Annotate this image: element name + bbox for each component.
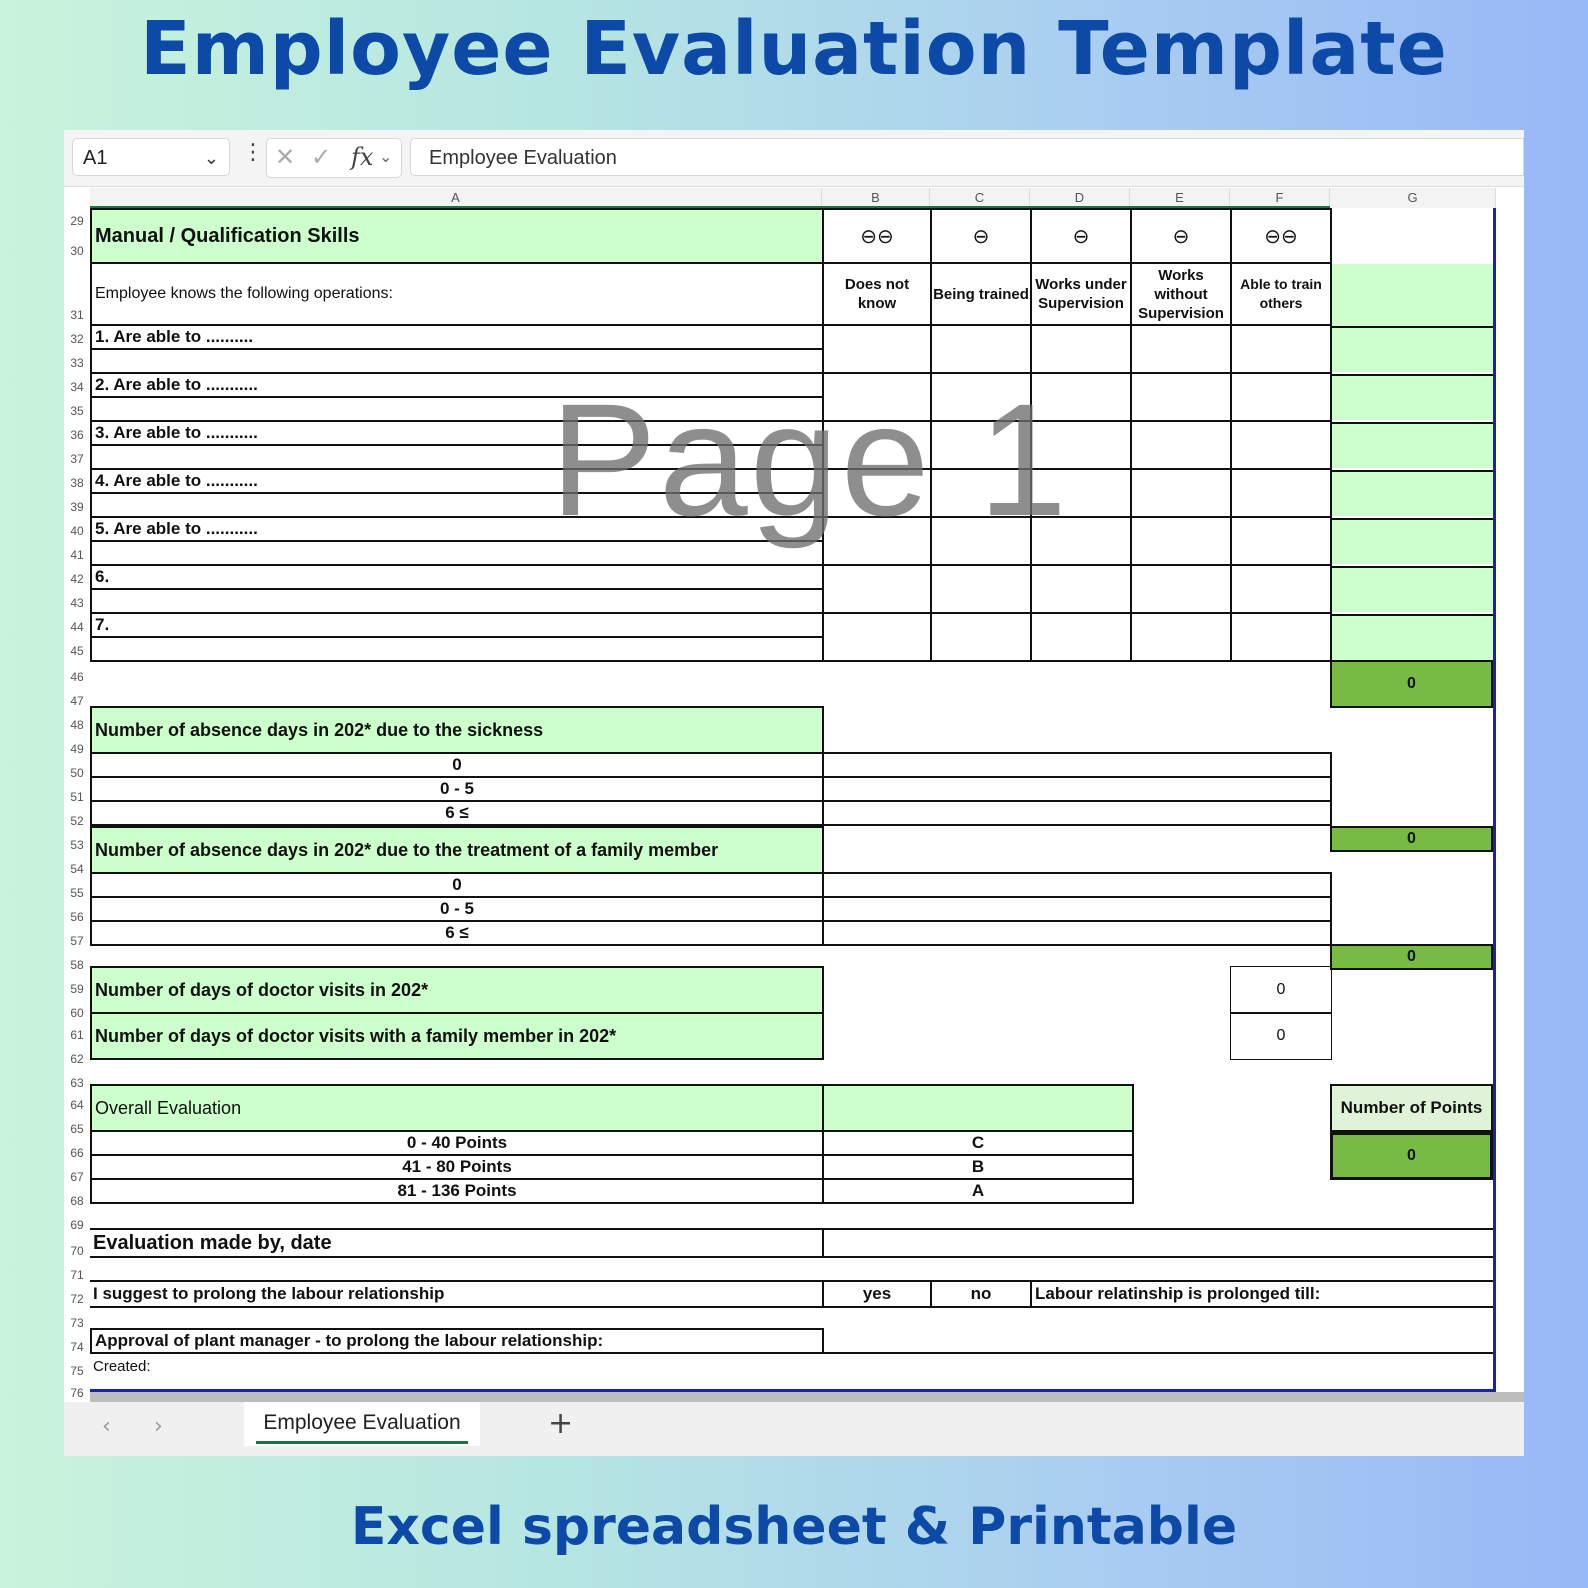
banner-subtitle: Excel spreadsheet & Printable	[350, 1497, 1238, 1557]
rating-cell[interactable]	[1030, 516, 1132, 566]
doctor-family-visits-label[interactable]: Number of days of doctor visits with a family member in 202*	[90, 1012, 824, 1060]
icon-without-supervision[interactable]: ⊖	[1130, 208, 1232, 264]
row-number[interactable]: 41	[70, 548, 84, 562]
rating-cell[interactable]	[1230, 612, 1332, 662]
skills-total[interactable]: 0	[1330, 660, 1493, 708]
level-able-to-train[interactable]: Able to train others	[1230, 262, 1332, 326]
formula-input[interactable]: Employee Evaluation	[410, 138, 1524, 176]
row-number[interactable]: 30	[70, 244, 84, 258]
rating-cell[interactable]	[822, 564, 932, 614]
skill-item-sub[interactable]	[90, 588, 824, 614]
rating-cell[interactable]	[1230, 324, 1332, 374]
rating-cell[interactable]	[930, 564, 1032, 614]
column-header-a[interactable]: A	[90, 188, 822, 208]
doctor-family-visits-value[interactable]: 0	[1230, 1012, 1332, 1060]
column-header-g[interactable]: G	[1330, 188, 1496, 208]
row-number[interactable]: 74	[70, 1340, 84, 1354]
row-number[interactable]: 76	[70, 1386, 84, 1400]
rating-cell[interactable]	[930, 372, 1032, 422]
function-icon[interactable]: fx	[351, 143, 374, 171]
prev-sheet-icon[interactable]: ‹	[102, 1414, 111, 1439]
divider	[90, 1306, 1493, 1308]
cancel-icon[interactable]: ✕	[275, 143, 296, 171]
yes-option[interactable]: yes	[862, 1284, 892, 1303]
row-number[interactable]: 73	[70, 1316, 84, 1330]
rating-cell[interactable]	[1130, 564, 1232, 614]
column-header-c[interactable]: C	[930, 188, 1030, 208]
rating-cell[interactable]	[930, 516, 1032, 566]
spreadsheet-window	[64, 130, 1524, 1456]
rating-cell[interactable]	[1130, 612, 1232, 662]
row-number[interactable]: 67	[70, 1170, 84, 1184]
row-number[interactable]: 55	[70, 886, 84, 900]
row-number[interactable]: 36	[70, 428, 84, 442]
sheet-tab-label: Employee Evaluation	[263, 1411, 461, 1434]
row-number[interactable]: 58	[70, 958, 84, 972]
rating-cell[interactable]	[1130, 468, 1232, 518]
formula-bar	[64, 130, 1524, 187]
skill-item[interactable]: 6.	[90, 564, 824, 590]
row-number[interactable]: 33	[70, 356, 84, 370]
sheet-tab-bar	[64, 1402, 1524, 1456]
row-number[interactable]: 38	[70, 476, 84, 490]
sickness-option[interactable]: 0 - 5	[90, 776, 824, 802]
family-option[interactable]: 6 ≤	[90, 920, 824, 946]
overall-title[interactable]: Overall Evaluation	[90, 1084, 824, 1132]
rating-cell[interactable]	[1130, 372, 1232, 422]
sickness-total[interactable]: 0	[1330, 826, 1493, 852]
cell-ref: A1	[83, 147, 108, 169]
skill-points-cell[interactable]	[1332, 614, 1493, 660]
divider	[90, 1256, 1493, 1258]
name-box[interactable]	[72, 138, 230, 176]
sickness-option[interactable]: 6 ≤	[90, 800, 824, 826]
divider	[822, 1228, 824, 1256]
chevron-down-icon[interactable]: ⌄	[379, 147, 393, 166]
row-number[interactable]: 60	[70, 1006, 84, 1020]
rating-cell[interactable]	[930, 468, 1032, 518]
level-under-supervision[interactable]: Works under Supervision	[1030, 262, 1132, 326]
created-label[interactable]: Created:	[93, 1357, 151, 1375]
row-number[interactable]: 61	[70, 1028, 84, 1042]
row-number[interactable]: 56	[70, 910, 84, 924]
row-number[interactable]: 39	[70, 500, 84, 514]
doctor-visits-label[interactable]: Number of days of doctor visits in 202*	[90, 966, 824, 1014]
row-number[interactable]: 48	[70, 718, 84, 732]
row-number[interactable]: 53	[70, 838, 84, 852]
skill-item[interactable]: 3. Are able to ...........	[90, 420, 824, 446]
page-watermark: Page 1	[550, 370, 1070, 549]
skill-points-cell[interactable]	[1332, 422, 1493, 468]
rating-cell[interactable]	[1230, 372, 1332, 422]
row-number[interactable]: 64	[70, 1098, 84, 1112]
rating-cell[interactable]	[1130, 516, 1232, 566]
doctor-visits-value[interactable]: 0	[1230, 966, 1332, 1014]
rating-cell[interactable]	[1130, 420, 1232, 470]
skill-item[interactable]: 2. Are able to ...........	[90, 372, 824, 398]
icon-being-trained[interactable]: ⊖	[930, 208, 1032, 264]
family-option-value[interactable]	[822, 896, 1332, 922]
family-option-value[interactable]	[822, 872, 1332, 898]
column-header-d[interactable]: D	[1030, 188, 1130, 208]
skill-item-sub[interactable]	[90, 492, 824, 518]
family-title[interactable]: Number of absence days in 202* due to the treatment of a family member	[90, 826, 824, 874]
row-number[interactable]: 44	[70, 620, 84, 634]
points-value[interactable]: 0	[1330, 1132, 1493, 1180]
row-number[interactable]: 75	[70, 1364, 84, 1378]
active-tab-indicator	[256, 1441, 468, 1444]
row-number[interactable]: 47	[70, 694, 84, 708]
level-does-not-know[interactable]: Does not know	[822, 262, 932, 326]
skill-item[interactable]: 4. Are able to ...........	[90, 468, 824, 494]
rating-cell[interactable]	[822, 468, 932, 518]
row-number[interactable]: 51	[70, 790, 84, 804]
rating-cell[interactable]	[1030, 420, 1132, 470]
skill-item-sub[interactable]	[90, 444, 824, 470]
row-number[interactable]: 37	[70, 452, 84, 466]
confirm-icon[interactable]: ✓	[311, 143, 332, 171]
sheet-tab-employee-evaluation[interactable]	[244, 1402, 480, 1446]
rating-cell[interactable]	[822, 372, 932, 422]
row-number[interactable]: 59	[70, 982, 84, 996]
row-number[interactable]: 35	[70, 404, 84, 418]
row-number[interactable]: 46	[70, 670, 84, 684]
rating-cell[interactable]	[1030, 564, 1132, 614]
row-number[interactable]: 54	[70, 862, 84, 876]
row-number[interactable]: 57	[70, 934, 84, 948]
row-number[interactable]: 31	[70, 308, 84, 322]
column-header-e[interactable]: E	[1130, 188, 1230, 208]
row-number[interactable]: 71	[70, 1268, 84, 1282]
overall-grade[interactable]: A	[822, 1178, 1134, 1204]
rating-cell[interactable]	[1030, 612, 1132, 662]
row-number[interactable]: 42	[70, 572, 84, 586]
skill-item-sub[interactable]	[90, 540, 824, 566]
row-number[interactable]: 29	[70, 214, 84, 228]
overall-range[interactable]: 81 - 136 Points	[90, 1178, 824, 1204]
row-number[interactable]: 50	[70, 766, 84, 780]
skills-title[interactable]: Manual / Qualification Skills	[90, 208, 824, 264]
rating-cell[interactable]	[1230, 420, 1332, 470]
rating-cell[interactable]	[930, 324, 1032, 374]
overall-grade[interactable]: C	[822, 1130, 1134, 1156]
row-headers	[64, 208, 90, 1400]
chevron-down-icon: ⌄	[203, 148, 219, 168]
skill-points-cell[interactable]	[1332, 566, 1493, 612]
row-number[interactable]: 45	[70, 644, 84, 658]
rating-cell[interactable]	[930, 612, 1032, 662]
rating-cell[interactable]	[822, 420, 932, 470]
family-total[interactable]: 0	[1330, 944, 1493, 970]
rating-cell[interactable]	[1030, 324, 1132, 374]
row-number[interactable]: 49	[70, 742, 84, 756]
row-number[interactable]: 70	[70, 1244, 84, 1258]
prolonged-label[interactable]: Labour relatinship is prolonged till:	[1035, 1284, 1321, 1303]
skill-points-cell[interactable]	[1332, 470, 1493, 516]
banner-title: Employee Evaluation Template	[140, 6, 1448, 92]
overall-range[interactable]: 0 - 40 Points	[90, 1130, 824, 1156]
row-number[interactable]: 32	[70, 332, 84, 346]
row-number[interactable]: 43	[70, 596, 84, 610]
rating-cell[interactable]	[822, 612, 932, 662]
rating-cell[interactable]	[1130, 324, 1232, 374]
points-label[interactable]: Number of Points	[1330, 1084, 1493, 1132]
row-number[interactable]: 40	[70, 524, 84, 538]
family-option[interactable]: 0	[90, 872, 824, 898]
formula-controls	[266, 138, 402, 178]
overall-grade[interactable]: B	[822, 1154, 1134, 1180]
add-sheet-icon[interactable]: +	[548, 1406, 574, 1441]
suggest-label[interactable]: I suggest to prolong the labour relationship	[93, 1284, 445, 1303]
family-option[interactable]: 0 - 5	[90, 896, 824, 922]
level-being-trained[interactable]: Being trained	[930, 262, 1032, 326]
sheet-grid	[90, 208, 1496, 1392]
sickness-option[interactable]: 0	[90, 752, 824, 778]
row-number[interactable]: 68	[70, 1194, 84, 1208]
icon-does-not-know[interactable]: ⊖⊖	[822, 208, 932, 264]
no-option[interactable]: no	[970, 1284, 992, 1303]
family-option-value[interactable]	[822, 920, 1332, 946]
icon-under-supervision[interactable]: ⊖	[1030, 208, 1132, 264]
skill-item-sub[interactable]	[90, 348, 824, 374]
sickness-option-value[interactable]	[822, 752, 1332, 778]
icon-able-to-train[interactable]: ⊖⊖	[1230, 208, 1332, 264]
skill-points-cell[interactable]	[1332, 326, 1493, 372]
rating-cell[interactable]	[1030, 468, 1132, 518]
skill-points-cell[interactable]	[1332, 374, 1493, 420]
skill-item[interactable]: 5. Are able to ...........	[90, 516, 824, 542]
skills-intro[interactable]: Employee knows the following operations:	[90, 262, 824, 326]
skill-item[interactable]: 7.	[90, 612, 824, 638]
level-without-supervision[interactable]: Works without Supervision	[1130, 262, 1232, 326]
skill-item[interactable]: 1. Are able to ..........	[90, 324, 824, 350]
row-number[interactable]: 66	[70, 1146, 84, 1160]
row-number[interactable]: 62	[70, 1052, 84, 1066]
row-number[interactable]: 63	[70, 1076, 84, 1090]
rating-cell[interactable]	[1030, 372, 1132, 422]
rating-cell[interactable]	[1230, 468, 1332, 518]
row-number[interactable]: 34	[70, 380, 84, 394]
skill-item-sub[interactable]	[90, 396, 824, 422]
rating-cell[interactable]	[822, 324, 932, 374]
row-number[interactable]: 69	[70, 1218, 84, 1232]
rating-cell[interactable]	[1230, 516, 1332, 566]
more-options-icon[interactable]: ⋮	[242, 140, 264, 165]
column-header-b[interactable]: B	[822, 188, 930, 208]
sickness-option-value[interactable]	[822, 800, 1332, 826]
skill-item-sub[interactable]	[90, 636, 824, 662]
row-number[interactable]: 52	[70, 814, 84, 828]
horizontal-scrollbar[interactable]	[90, 1392, 1524, 1402]
rating-cell[interactable]	[822, 516, 932, 566]
sickness-title[interactable]: Number of absence days in 202* due to the sickness	[90, 706, 824, 754]
sickness-option-value[interactable]	[822, 776, 1332, 802]
made-by-label[interactable]: Evaluation made by, date	[93, 1231, 332, 1254]
column-header-f[interactable]: F	[1230, 188, 1330, 208]
skill-points-cell[interactable]	[1332, 518, 1493, 564]
approval-label[interactable]: Approval of plant manager - to prolong the labour relationship:	[90, 1328, 824, 1354]
skills-points-cell[interactable]	[1332, 264, 1493, 326]
rating-cell[interactable]	[930, 420, 1032, 470]
rating-cell[interactable]	[1230, 564, 1332, 614]
row-number[interactable]: 65	[70, 1122, 84, 1136]
row-number[interactable]: 72	[70, 1292, 84, 1306]
next-sheet-icon[interactable]: ›	[154, 1414, 163, 1439]
overall-grade-header[interactable]	[822, 1084, 1134, 1132]
overall-range[interactable]: 41 - 80 Points	[90, 1154, 824, 1180]
